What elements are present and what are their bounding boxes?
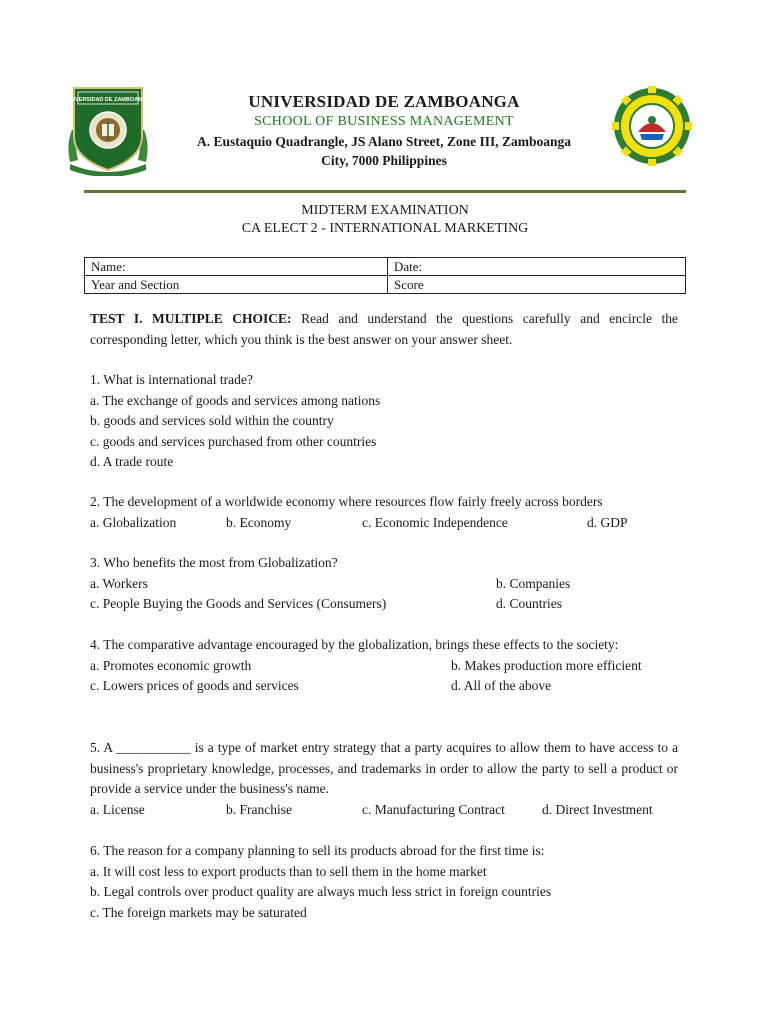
student-info-table <box>84 257 686 294</box>
exam-subject: CA ELECT 2 - INTERNATIONAL MARKETING <box>241 221 529 236</box>
option: b. Legal controls over product quality are always much less strict in foreign countries <box>90 884 552 899</box>
svg-text:UNIVERSIDAD DE ZAMBOANGA: UNIVERSIDAD DE ZAMBOANGA <box>65 97 151 103</box>
option: b. goods and services sold within the country <box>90 413 334 428</box>
test-instructions <box>90 309 678 350</box>
options-row <box>90 676 678 697</box>
option: b. Companies <box>496 575 571 591</box>
options-row <box>90 800 678 821</box>
address-line-1: A. Eustaquio Quadrangle, JS Alano Street, Zone III, Zamboanga <box>196 134 572 149</box>
question-text: 6. The reason for a company planning to sell its products abroad for the first time is: <box>90 843 545 858</box>
options-row <box>90 513 678 534</box>
question-5 <box>90 738 678 820</box>
school-name: SCHOOL OF BUSINESS MANAGEMENT <box>254 114 514 129</box>
exam-title: MIDTERM EXAMINATION <box>301 203 469 218</box>
gear-seal-logo <box>612 84 692 168</box>
option: c. People Buying the Goods and Services (Consumers) <box>90 596 387 611</box>
university-name: UNIVERSIDAD DE ZAMBOANGA <box>248 92 520 111</box>
option: d. GDP <box>587 514 628 530</box>
question-text: 4. The comparative advantage encouraged by the globalization, brings these effects to the society: <box>90 637 619 652</box>
question-1 <box>90 370 678 473</box>
question-text: 2. The development of a worldwide economy where resources flow fairly freely across borders <box>90 494 603 509</box>
score-cell: Score <box>388 276 686 294</box>
question-text: 3. Who benefits the most from Globalization? <box>90 555 338 570</box>
option: a. Globalization <box>90 514 177 530</box>
instructions-text: Read and understand the questions carefully and encircle the corresponding letter, which you think is the best answer on your answer sheet. <box>90 311 678 347</box>
header-divider <box>84 190 686 193</box>
question-text: 5. A ___________ is a type of market entry strategy that a party acquires to allow them to have access to a business's proprietary knowledge, processes, and trademarks in order to allow the party to sell a product or provide a service under the business's name. <box>90 740 678 796</box>
year-section-cell: Year and Section <box>85 276 388 294</box>
question-3 <box>90 553 678 615</box>
question-4 <box>90 635 678 697</box>
question-6 <box>90 841 678 923</box>
option: d. All of the above <box>451 678 552 693</box>
options-row <box>90 594 678 615</box>
option: d. Countries <box>496 596 562 611</box>
option: c. Lowers prices of goods and services <box>90 678 299 693</box>
option: c. Economic Independence <box>362 514 508 530</box>
table-row <box>85 258 686 276</box>
option: a. It will cost less to export products than to sell them in the home market <box>90 863 487 879</box>
option: c. Manufacturing Contract <box>362 801 505 817</box>
option: b. Economy <box>226 514 292 530</box>
option: a. The exchange of goods and services among nations <box>90 392 381 408</box>
option: d. Direct Investment <box>542 801 653 817</box>
test-heading: TEST I. MULTIPLE CHOICE: <box>90 311 292 326</box>
option: c. The foreign markets may be saturated <box>90 904 307 920</box>
university-shield-logo <box>62 84 154 176</box>
name-cell: Name: <box>85 258 388 276</box>
date-cell: Date: <box>388 258 686 276</box>
table-row <box>85 276 686 294</box>
option: c. goods and services purchased from other countries <box>90 433 377 449</box>
option: a. Promotes economic growth <box>90 657 252 673</box>
option: b. Makes production more efficient <box>451 657 642 673</box>
options-row <box>90 574 678 595</box>
option: d. A trade route <box>90 454 174 469</box>
options-row <box>90 656 678 677</box>
address-line-2: City, 7000 Philippines <box>321 153 447 168</box>
option: a. Workers <box>90 575 148 591</box>
question-text: 1. What is international trade? <box>90 372 253 387</box>
address <box>160 132 608 170</box>
option: a. License <box>90 801 145 817</box>
question-2 <box>90 492 678 533</box>
option: b. Franchise <box>226 801 292 817</box>
